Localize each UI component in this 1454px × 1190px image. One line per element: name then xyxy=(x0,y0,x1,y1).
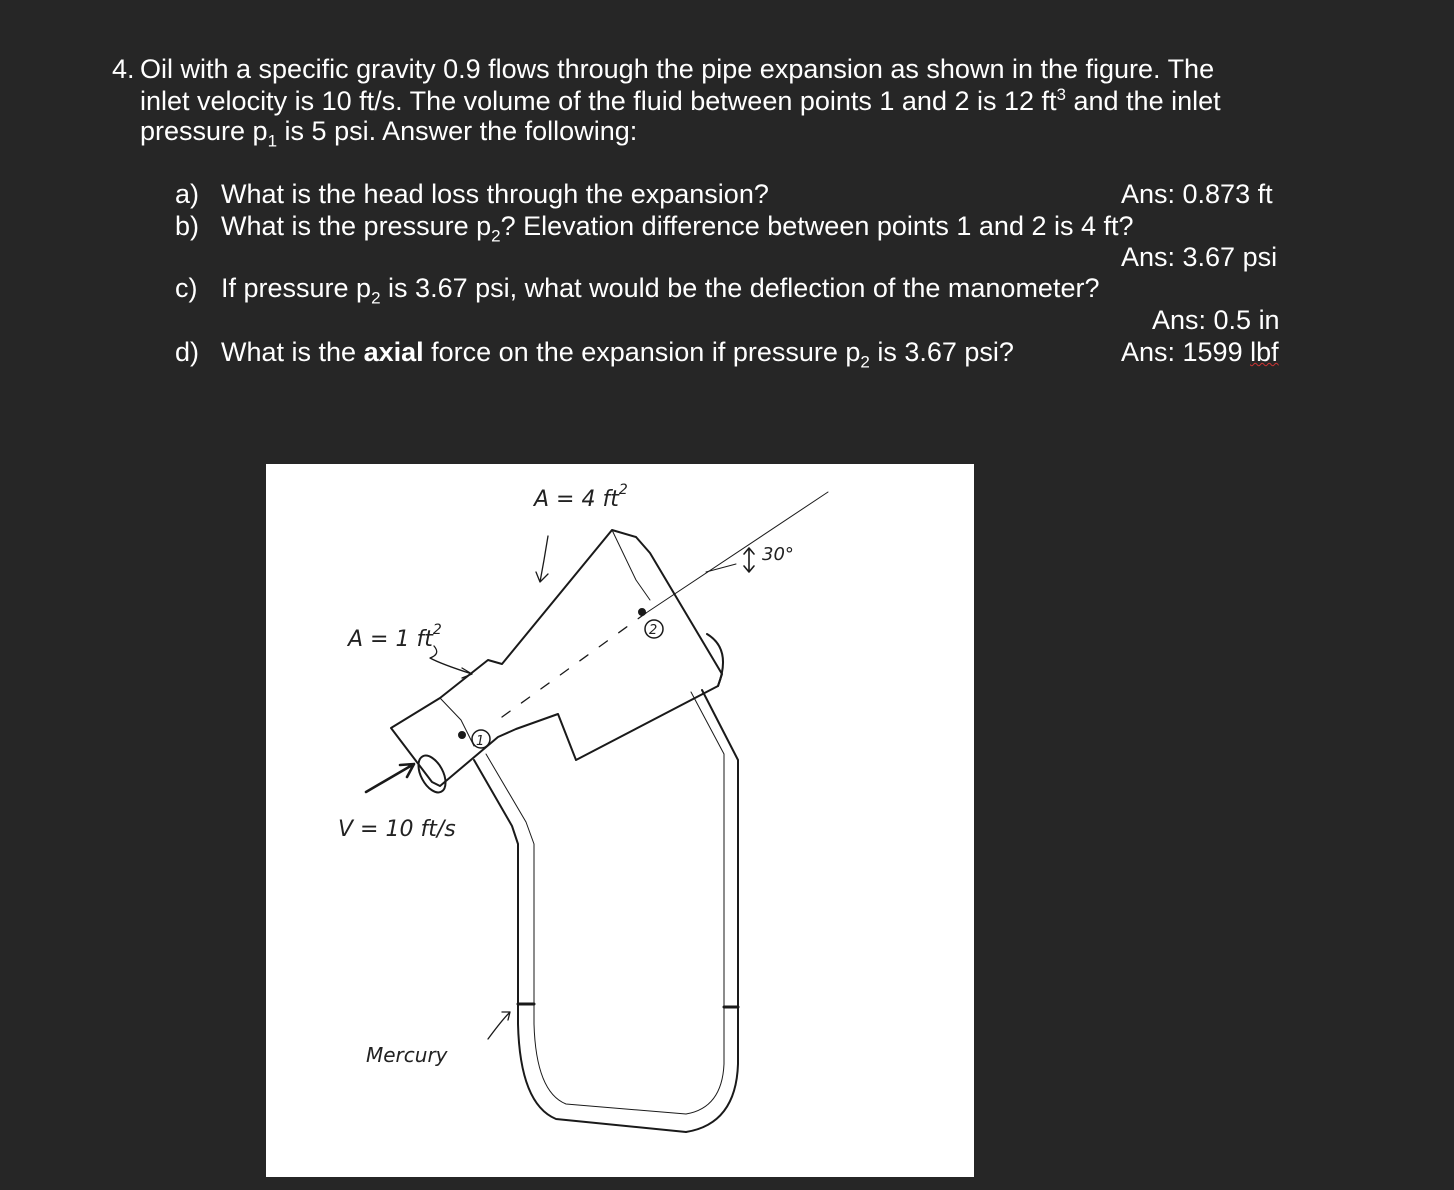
mercury-arrow-icon xyxy=(488,1012,510,1039)
intro-line-3-tail: is 5 psi. Answer the following: xyxy=(277,116,638,146)
intro-line-3-text: pressure p xyxy=(140,116,268,146)
question-c-text-post: is 3.67 psi, what would be the deflection of the manometer? xyxy=(380,273,1100,303)
question-b-label: b) xyxy=(175,211,200,241)
intro-line-2-tail: and the inlet xyxy=(1066,86,1221,116)
answer-b: Ans: 3.67 psi xyxy=(1121,242,1278,272)
point-1-label: 1 xyxy=(476,734,485,749)
area-large-label xyxy=(532,482,628,512)
question-c-text-pre: If pressure p xyxy=(221,273,372,303)
question-a xyxy=(175,179,769,210)
area-small-sup: 2 xyxy=(432,622,442,638)
answer-a: Ans: 0.873 ft xyxy=(1121,179,1273,209)
inlet-band-line xyxy=(440,698,474,746)
question-d xyxy=(175,337,1014,372)
p2-subscript: 2 xyxy=(860,352,870,372)
inlet-pipe-end xyxy=(413,751,451,797)
velocity-arrow-icon xyxy=(366,764,414,792)
question-d-text-post: is 3.67 psi? xyxy=(869,337,1014,367)
intro-line-2-text: inlet velocity is 10 ft/s. The volume of the fluid between points 1 and 2 is 12 ft xyxy=(140,86,1057,116)
p2-subscript: 2 xyxy=(371,288,381,308)
pipe-centerline xyxy=(502,613,646,717)
answer-d-text: Ans: 1599 xyxy=(1121,337,1251,367)
question-d-text-mid: force on the expansion if pressure p xyxy=(423,337,861,367)
p1-subscript: 1 xyxy=(267,131,278,151)
outlet-band-line xyxy=(612,530,650,600)
p2-subscript: 2 xyxy=(491,226,501,246)
question-a-label: a) xyxy=(175,179,200,209)
area-large-arrow-icon xyxy=(536,536,548,582)
question-d-bold: axial xyxy=(363,337,424,367)
point-2-label: 2 xyxy=(649,623,658,638)
outlet-pipe-end xyxy=(707,634,723,686)
cube-superscript: 3 xyxy=(1056,85,1066,104)
point-1-marker xyxy=(459,732,465,738)
problem-intro-line-1: Oil with a specific gravity 0.9 flows through the pipe expansion as shown in the figure. The xyxy=(140,54,1215,84)
answer-d xyxy=(1121,337,1279,368)
question-d-label: d) xyxy=(175,337,200,367)
area-small-text: A = 1 ft xyxy=(348,627,433,652)
angle-arrow-icon xyxy=(744,548,754,572)
manometer-left-leg xyxy=(474,760,686,1132)
question-d-text-pre: What is the xyxy=(221,337,364,367)
area-small-label xyxy=(346,622,442,652)
answer-c: Ans: 0.5 in xyxy=(1152,305,1280,335)
velocity-label: V = 10 ft/s xyxy=(338,817,456,842)
manometer-right-leg xyxy=(686,690,738,1132)
answer-d-unit: lbf xyxy=(1250,337,1279,367)
area-large-text: A = 4 ft xyxy=(534,487,619,512)
manometer-left-leg-inner xyxy=(486,754,686,1114)
question-number: 4. xyxy=(112,54,135,84)
problem-intro-line-3 xyxy=(140,116,1290,151)
point-2-marker xyxy=(639,609,645,615)
question-c xyxy=(175,273,1099,308)
pipe-expansion-outline xyxy=(391,530,722,786)
question-b xyxy=(175,211,1134,246)
area-small-arrow-icon xyxy=(430,646,472,678)
question-b-text-pre: What is the pressure p xyxy=(221,211,492,241)
question-a-text: What is the head loss through the expansion? xyxy=(221,179,769,209)
question-c-label: c) xyxy=(175,273,198,303)
angle-label: 30° xyxy=(762,544,794,565)
pipe-expansion-figure xyxy=(266,464,974,1177)
horizontal-reference-line xyxy=(706,564,736,572)
problem-intro-line-2 xyxy=(140,85,1290,117)
question-b-text-post: ? Elevation difference between points 1 and 2 is 4 ft? xyxy=(500,211,1134,241)
area-large-sup: 2 xyxy=(618,482,628,498)
figure-drawing xyxy=(266,464,974,1177)
mercury-label: Mercury xyxy=(366,1043,448,1067)
angle-reference-line xyxy=(646,492,828,613)
manometer-right-leg-inner xyxy=(686,692,724,1114)
